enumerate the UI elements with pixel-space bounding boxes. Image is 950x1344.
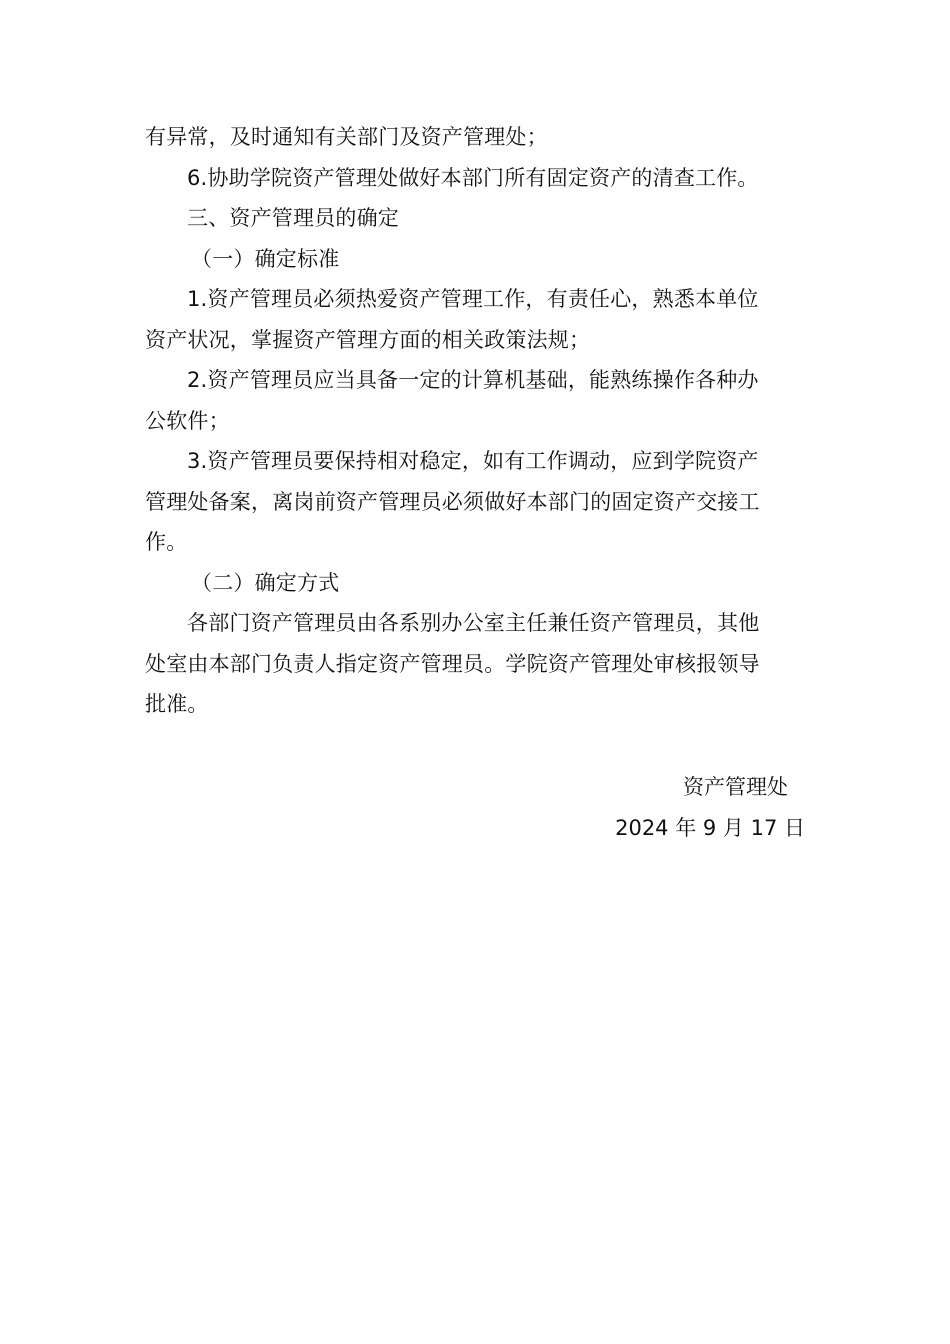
paragraph-line: 资产状况，掌握资产管理方面的相关政策法规； — [145, 327, 591, 352]
list-item: 1.资产管理员必须热爱资产管理工作，有责任心，熟悉本单位 — [187, 287, 759, 311]
signature-department: 资产管理处 — [683, 775, 788, 799]
list-item: 6.协助学院资产管理处做好本部门所有固定资产的清查工作。 — [187, 165, 759, 190]
list-item: 3.资产管理员要保持相对稳定，如有工作调动，应到学院资产 — [187, 449, 759, 473]
subsection-heading: （一）确定标准 — [191, 246, 340, 271]
paragraph-line: 管理处备案，离岗前资产管理员必须做好本部门的固定资产交接工 — [145, 489, 760, 514]
paragraph-line: 有异常，及时通知有关部门及资产管理处； — [145, 125, 548, 149]
paragraph-line: 公软件； — [145, 408, 230, 433]
paragraph-line: 处室由本部门负责人指定资产管理员。学院资产管理处审核报领导 — [145, 651, 760, 676]
paragraph-line: 作。 — [145, 530, 188, 554]
document-body — [145, 117, 805, 725]
list-item: 2.资产管理员应当具备一定的计算机基础，能熟练操作各种办 — [187, 368, 759, 392]
section-heading: 三、资产管理员的确定 — [187, 206, 399, 230]
paragraph-line: 各部门资产管理员由各系别办公室主任兼任资产管理员，其他 — [187, 611, 760, 635]
signature-date: 2024 年 9 月 17 日 — [615, 816, 805, 840]
subsection-heading: （二）确定方式 — [191, 570, 340, 595]
paragraph-line: 批准。 — [145, 692, 209, 716]
